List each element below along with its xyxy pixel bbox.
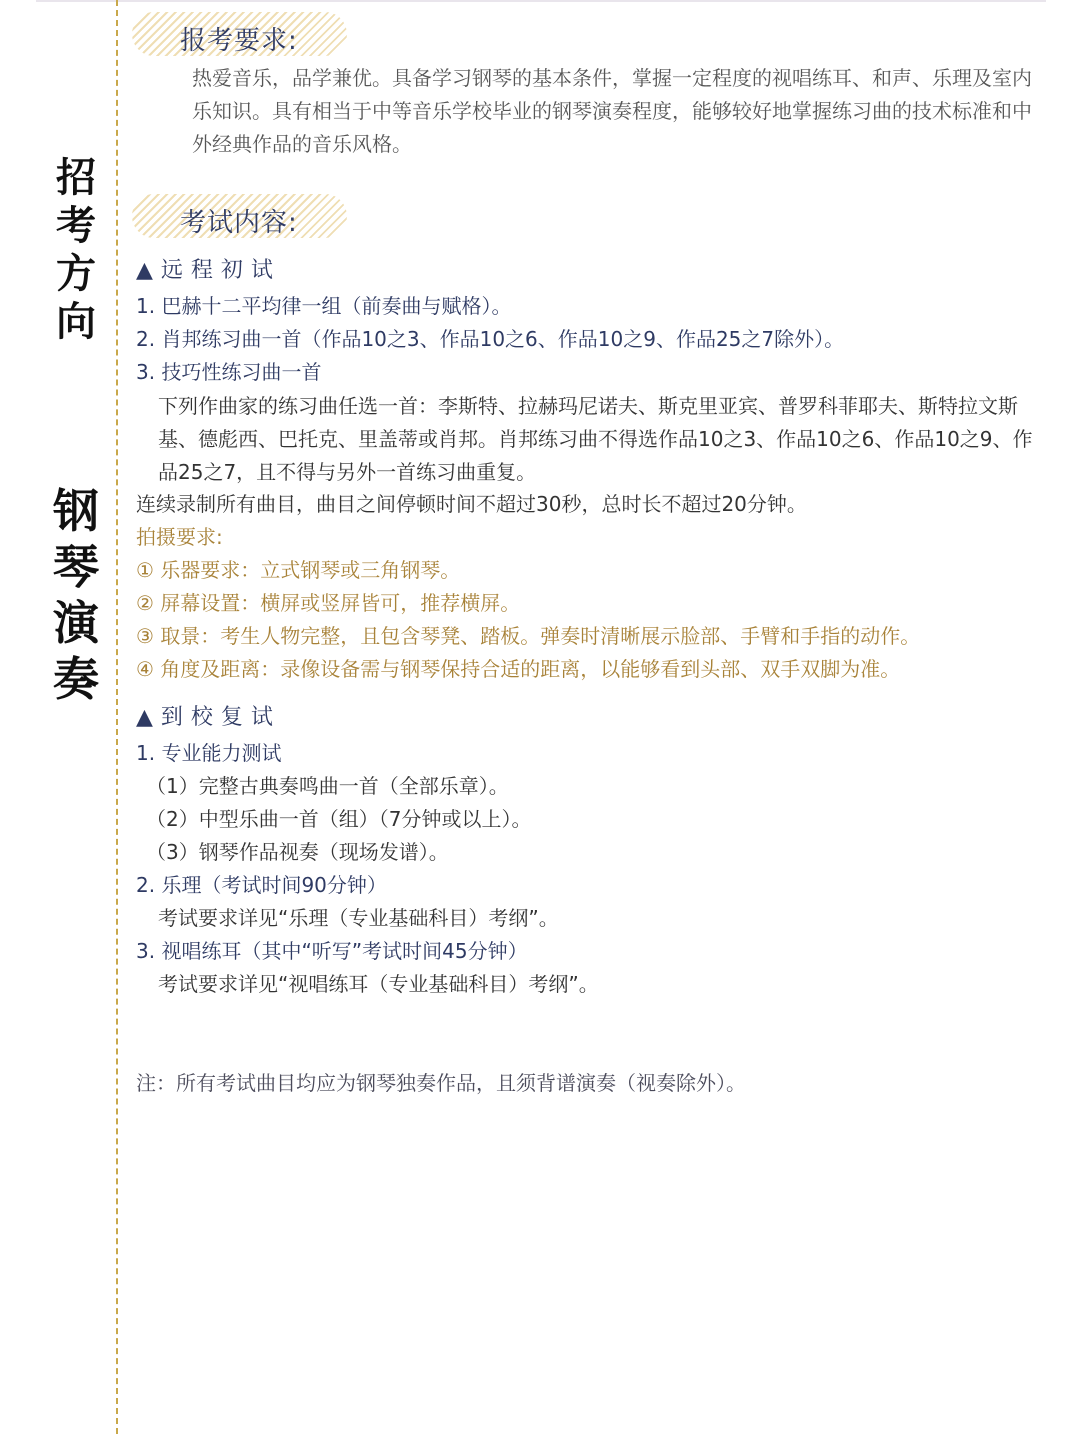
requirements-paragraph [148, 62, 1040, 161]
onsite-subheading-label: 到校复试 [160, 705, 281, 730]
triangle-icon: ▲ [136, 705, 153, 730]
remote-item-3: 3. 技巧性练习曲一首 [136, 360, 322, 384]
filming-item-1: ① 乐器要求：立式钢琴或三角钢琴。 [136, 558, 461, 582]
remote-subheading [136, 258, 281, 284]
content-heading-label: 考试内容: [180, 208, 298, 238]
filming-heading: 拍摄要求: [136, 525, 223, 549]
onsite-item-2: 2. 乐理（考试时间90分钟） [136, 873, 387, 897]
onsite-item-1-sub-1: （1）完整古典奏鸣曲一首（全部乐章）。 [146, 774, 509, 798]
onsite-item-1: 1. 专业能力测试 [136, 741, 282, 765]
remote-item-1: 1. 巴赫十二平均律一组（前奏曲与赋格）。 [136, 294, 512, 318]
onsite-item-1-sub-2: （2）中型乐曲一首（组）（7分钟或以上）。 [146, 807, 532, 831]
triangle-icon: ▲ [136, 258, 153, 283]
side-title-char: 演 [53, 596, 99, 650]
remote-subheading-label: 远程初试 [160, 258, 281, 283]
onsite-subheading [136, 705, 281, 731]
remote-item-3-detail [136, 390, 1040, 489]
top-border-line [36, 0, 1046, 5]
content-heading [132, 194, 352, 238]
onsite-item-3: 3. 视唱练耳（其中“听写”考试时间45分钟） [136, 939, 528, 963]
side-title-char: 考 [56, 203, 96, 249]
filming-item-3: ③ 取景：考生人物完整，且包含琴凳、踏板。弹奏时清晰展示脸部、手臂和手指的动作。 [136, 624, 921, 648]
onsite-item-3-detail: 考试要求详见“视唱练耳（专业基础科目）考纲”。 [158, 972, 599, 996]
side-title-char: 钢 [53, 484, 99, 538]
requirements-text: 热爱音乐，品学兼优。具备学习钢琴的基本条件，掌握一定程度的视唱练耳、和声、乐理及室内乐知识。具有相当于中等音乐学校毕业的钢琴演奏程度，能够较好地掌握练习曲的技术标准和中外经典作品的音乐风格。 [192, 66, 1032, 156]
side-title-char: 招 [56, 155, 96, 201]
side-title-char: 琴 [53, 540, 99, 594]
filming-item-4: ④ 角度及距离：录像设备需与钢琴保持合适的距离，以能够看到头部、双手双脚为准。 [136, 657, 901, 681]
requirements-heading-label: 报考要求: [180, 26, 298, 56]
side-title-char: 向 [56, 299, 96, 345]
filming-item-2: ② 屏幕设置：横屏或竖屏皆可，推荐横屏。 [136, 591, 521, 615]
side-title-major [50, 484, 102, 712]
footnote: 注：所有考试曲目均应为钢琴独奏作品，且须背谱演奏（视奏除外）。 [136, 1071, 746, 1095]
dashed-divider [116, 0, 118, 1434]
onsite-item-2-detail: 考试要求详见“乐理（专业基础科目）考纲”。 [158, 906, 559, 930]
onsite-item-1-sub-3: （3）钢琴作品视奏（现场发谱）。 [146, 840, 449, 864]
side-title-char: 方 [56, 251, 96, 297]
side-title-direction [50, 155, 102, 350]
remote-item-2: 2. 肖邦练习曲一首（作品10之3、作品10之6、作品10之9、作品25之7除外）。 [136, 327, 845, 351]
remote-item-3-detail-text: 下列作曲家的练习曲任选一首：李斯特、拉赫玛尼诺夫、斯克里亚宾、普罗科菲耶夫、斯特拉文斯基、德彪西、巴托克、里盖蒂或肖邦。肖邦练习曲不得选作品10之3、作品10之6、作品10之9、作品25之7，且不得与另外一首练习曲重复。 [158, 394, 1033, 484]
side-title-char: 奏 [53, 652, 99, 706]
requirements-heading [132, 12, 352, 56]
recording-note: 连续录制所有曲目，曲目之间停顿时间不超过30秒，总时长不超过20分钟。 [136, 492, 807, 516]
